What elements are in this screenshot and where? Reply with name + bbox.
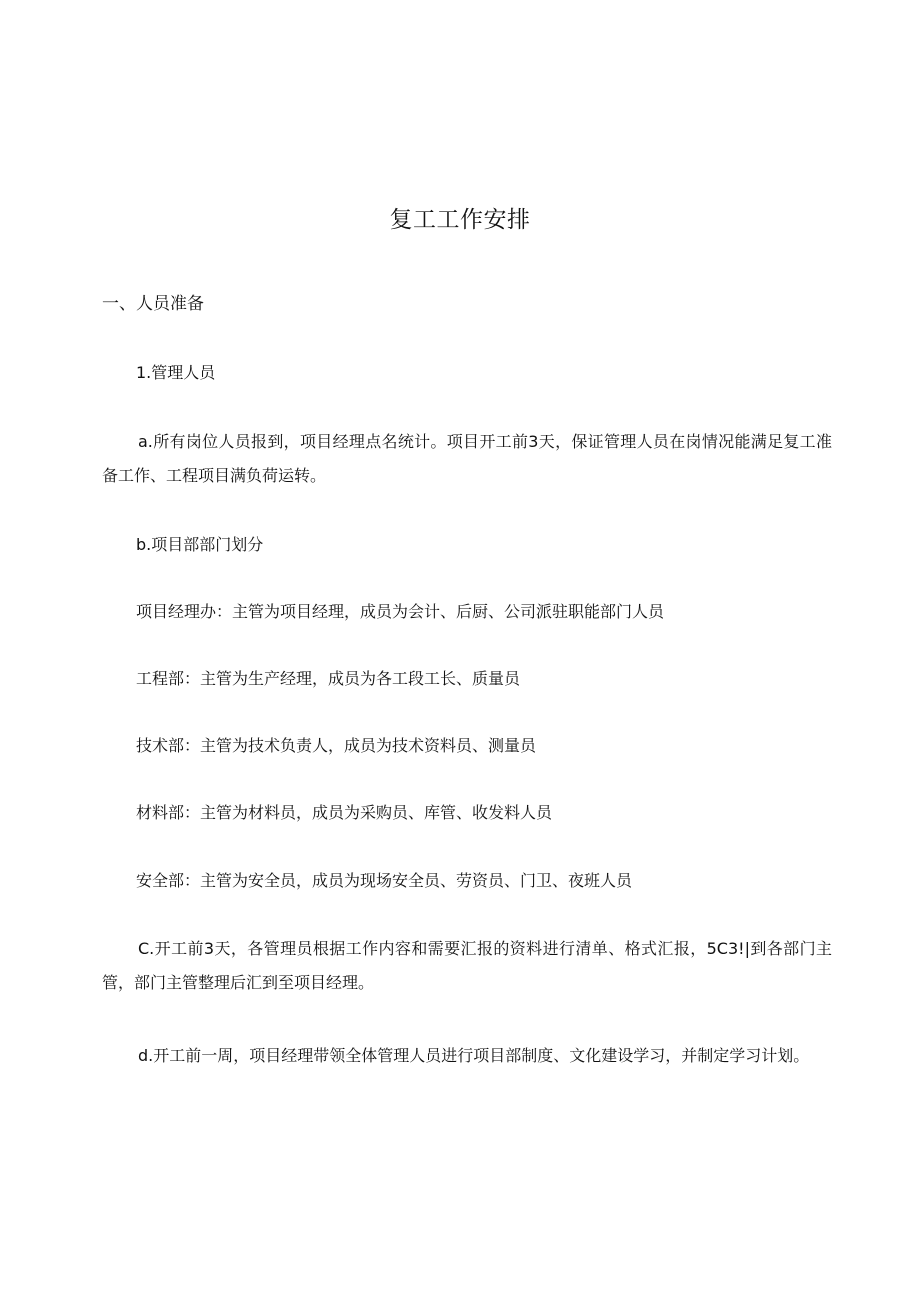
department-line: 工程部：主管为生产经理，成员为各工段工长、质量员 [136, 669, 521, 688]
department-line: 安全部：主管为安全员，成员为现场安全员、劳资员、门卫、夜班人员 [136, 871, 633, 890]
document-title: 复工工作安排 [389, 207, 531, 233]
paragraph-item-a: a.所有岗位人员报到，项目经理点名统计。项目开工前3天，保证管理人员在岗情况能满足复工准备工作、工程项目满负荷运转。 [102, 432, 832, 485]
paragraph-item-b: b.项目部部门划分 [136, 535, 264, 554]
subsection-heading: 1.管理人员 [136, 363, 216, 382]
paragraph-item-c: C.开工前3天，各管理员根据工作内容和需要汇报的资料进行清单、格式汇报，5C3!|到各部门主管，部门主管整理后汇到至项目经理。 [102, 939, 832, 992]
department-line: 材料部：主管为材料员，成员为采购员、库管、收发料人员 [136, 803, 553, 822]
section-heading: 一、人员准备 [102, 294, 204, 314]
department-line: 项目经理办：主管为项目经理，成员为会计、后厨、公司派驻职能部门人员 [136, 602, 665, 621]
paragraph-item-d: d.开工前一周，项目经理带领全体管理人员进行项目部制度、文化建设学习，并制定学习计划。 [138, 1046, 810, 1065]
department-line: 技术部：主管为技术负责人，成员为技术资料员、测量员 [136, 736, 537, 755]
